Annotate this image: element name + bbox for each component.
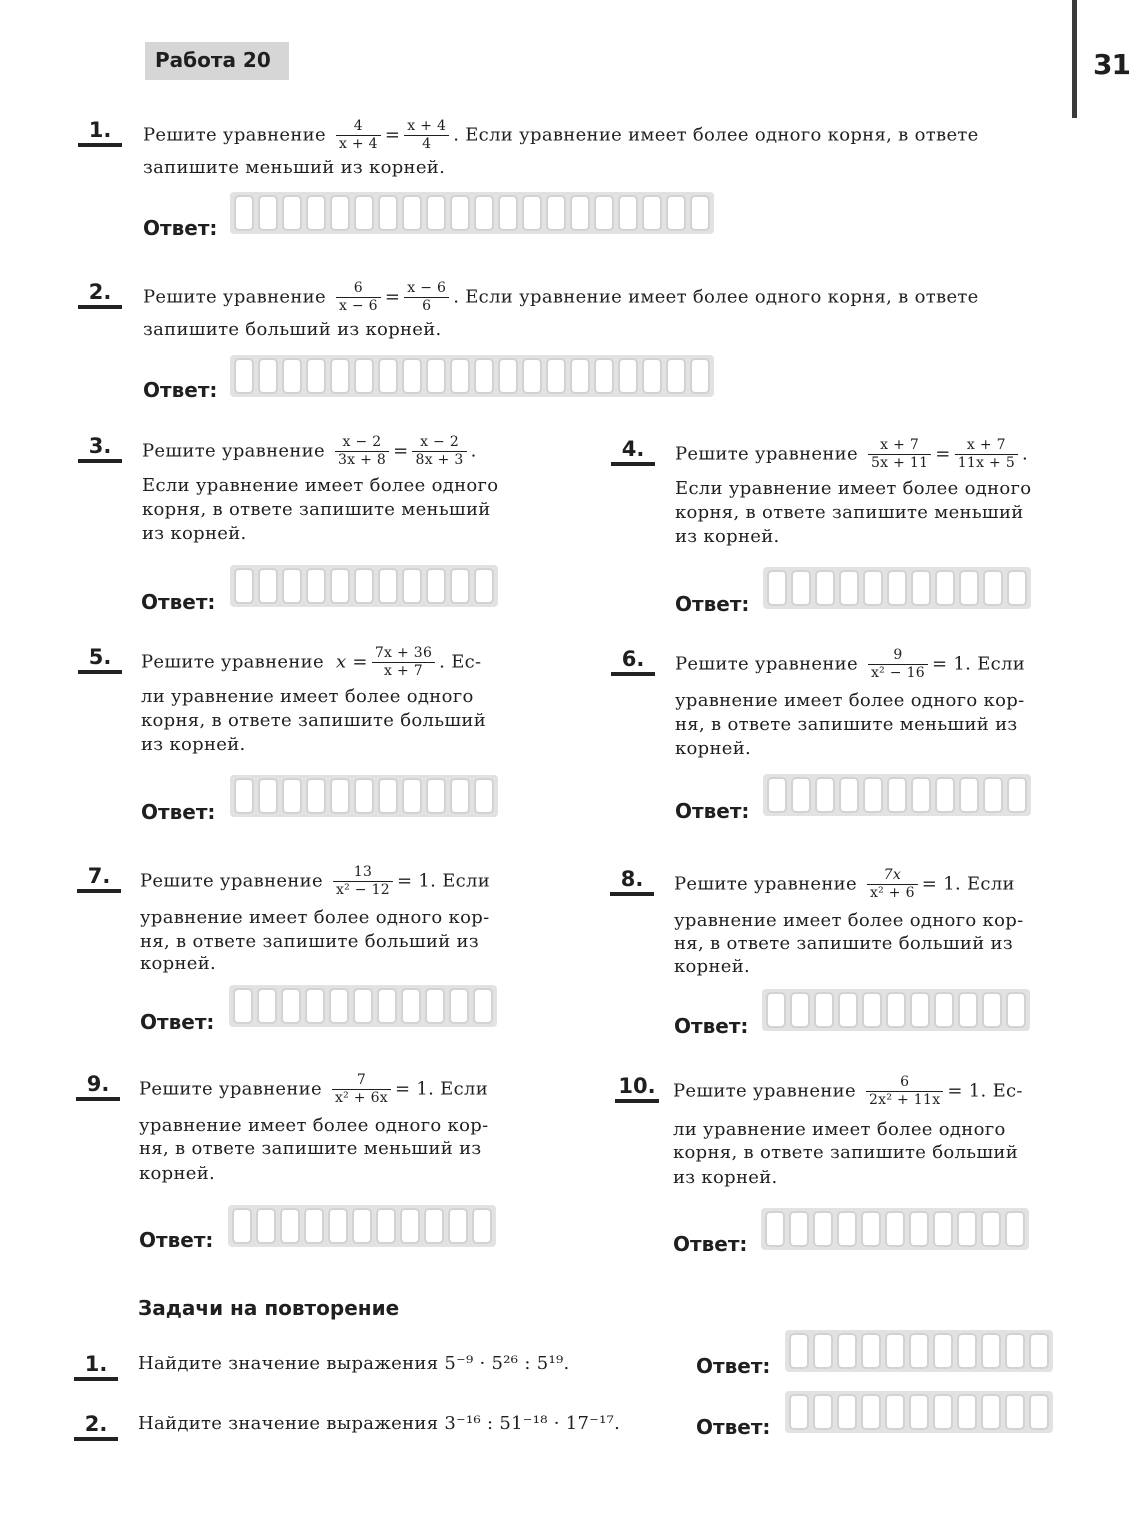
answer-cell[interactable] [448, 1208, 468, 1244]
answer-cell[interactable] [522, 358, 542, 394]
answer-cell[interactable] [328, 1208, 348, 1244]
answer-cell[interactable] [690, 358, 710, 394]
answer-cell[interactable] [861, 1333, 881, 1369]
problem-8-line2: уравнение имеет более одного кор- [674, 910, 1024, 931]
review-2-text: Найдите значение выражения 3⁻¹⁶ : 51⁻¹⁸ · 17⁻¹⁷. [138, 1413, 621, 1434]
answer-cell[interactable] [690, 195, 710, 231]
answer-cell[interactable] [402, 778, 422, 814]
answer-cell[interactable] [280, 1208, 300, 1244]
answer-cell[interactable] [934, 992, 954, 1028]
answer-cell[interactable] [885, 1211, 905, 1247]
answer-cell[interactable] [258, 358, 278, 394]
answer-cell[interactable] [789, 1394, 809, 1430]
problem-5-answer-grid[interactable] [230, 775, 498, 817]
answer-cell[interactable] [1005, 1211, 1025, 1247]
answer-cell[interactable] [767, 570, 787, 606]
answer-cell[interactable] [863, 570, 883, 606]
answer-cell[interactable] [813, 1211, 833, 1247]
problem-3-line3: корня, в ответе запишите меньший [142, 499, 491, 520]
problem-9-number: 9. [76, 1072, 120, 1101]
problem-2-fraction-left: $\frac{6}{x - 6}$ [336, 280, 381, 315]
problem-4-line2: Если уравнение имеет более одного [675, 478, 1032, 499]
answer-cell[interactable] [426, 778, 446, 814]
answer-cell[interactable] [473, 988, 493, 1024]
answer-cell[interactable] [378, 778, 398, 814]
answer-cell[interactable] [256, 1208, 276, 1244]
review-2-answer-grid[interactable] [785, 1391, 1053, 1433]
answer-label: Ответ: [675, 799, 750, 823]
problem-10-answer-grid[interactable] [761, 1208, 1029, 1250]
problem-2-answer-grid[interactable] [230, 355, 714, 397]
answer-cell[interactable] [472, 1208, 492, 1244]
problem-8-line3: ня, в ответе запишите больший из [674, 933, 1013, 954]
answer-cell[interactable] [498, 195, 518, 231]
answer-cell[interactable] [666, 358, 686, 394]
answer-cell[interactable] [885, 1394, 905, 1430]
problem-9-fraction: $\frac{7}{\text{x² + 6x}}$ [332, 1072, 391, 1107]
answer-cell[interactable] [909, 1211, 929, 1247]
problem-9-line4: корней. [139, 1163, 216, 1184]
answer-cell[interactable] [642, 195, 662, 231]
answer-cell[interactable] [402, 358, 422, 394]
answer-cell[interactable] [886, 992, 906, 1028]
answer-cell[interactable] [306, 358, 326, 394]
answer-cell[interactable] [402, 195, 422, 231]
answer-cell[interactable] [982, 992, 1002, 1028]
answer-cell[interactable] [258, 778, 278, 814]
problem-5-fraction: $\frac{7x + 36}{x + 7}$ [372, 645, 435, 680]
problem-1-answer-grid[interactable] [230, 192, 714, 234]
answer-cell[interactable] [1029, 1333, 1049, 1369]
answer-cell[interactable] [958, 992, 978, 1028]
answer-cell[interactable] [402, 568, 422, 604]
answer-cell[interactable] [933, 1394, 953, 1430]
answer-cell[interactable] [959, 777, 979, 813]
problem-7-number: 7. [77, 864, 121, 893]
problem-8-number: 8. [610, 867, 654, 896]
answer-label: Ответ: [675, 592, 750, 616]
problem-8-statement: Решите уравнение $\frac{7x}{\text{x² + 6}}$ = 1. Если [674, 867, 1015, 901]
answer-cell[interactable] [911, 777, 931, 813]
answer-label: Ответ: [141, 590, 216, 614]
answer-cell[interactable] [330, 568, 350, 604]
problem-9-line2: уравнение имеет более одного кор- [139, 1115, 489, 1136]
problem-1-statement: Решите уравнение $\frac{4}{x + 4}$ = $\frac{x + 4}{4}$ . Если уравнение имеет более одного корня, в ответе [143, 118, 979, 152]
problem-2-line2: запишите больший из корней. [143, 319, 442, 340]
work-title-box [145, 42, 289, 80]
answer-cell[interactable] [353, 988, 373, 1024]
answer-cell[interactable] [426, 568, 446, 604]
answer-cell[interactable] [474, 195, 494, 231]
problem-5-statement: Решите уравнение x = $\frac{7x + 36}{x + 7}$ . Ес- [141, 645, 482, 679]
problem-5-line2: ли уравнение имеет более одного [141, 686, 474, 707]
problem-2-statement: Решите уравнение $\frac{6}{x - 6}$ = $\frac{x - 6}{6}$ . Если уравнение имеет более одного корня, в ответе [143, 280, 979, 314]
answer-cell[interactable] [957, 1211, 977, 1247]
problem-8-line4: корней. [674, 956, 751, 977]
answer-cell[interactable] [789, 1211, 809, 1247]
answer-label: Ответ: [696, 1415, 771, 1439]
problem-3-fraction-right: $\frac{x - 2}{8x + 3}$ [412, 434, 466, 469]
answer-cell[interactable] [959, 570, 979, 606]
review-1-text: Найдите значение выражения 5⁻⁹ · 5²⁶ : 5¹⁹. [138, 1353, 570, 1374]
answer-cell[interactable] [330, 778, 350, 814]
answer-cell[interactable] [426, 195, 446, 231]
answer-cell[interactable] [1029, 1394, 1049, 1430]
answer-cell[interactable] [983, 777, 1003, 813]
problem-6-number: 6. [611, 647, 655, 676]
answer-cell[interactable] [814, 992, 834, 1028]
answer-cell[interactable] [666, 195, 686, 231]
answer-cell[interactable] [837, 1333, 857, 1369]
answer-cell[interactable] [861, 1394, 881, 1430]
answer-cell[interactable] [911, 570, 931, 606]
answer-cell[interactable] [789, 1333, 809, 1369]
answer-cell[interactable] [837, 1394, 857, 1430]
answer-cell[interactable] [981, 1394, 1001, 1430]
answer-cell[interactable] [425, 988, 445, 1024]
answer-cell[interactable] [815, 570, 835, 606]
problem-10-statement: Решите уравнение $\frac{6}{\text{2x² + 11x}}$ = 1. Ес- [673, 1074, 1023, 1108]
answer-label: Ответ: [141, 800, 216, 824]
answer-cell[interactable] [887, 570, 907, 606]
answer-cell[interactable] [1007, 570, 1027, 606]
answer-cell[interactable] [813, 1394, 833, 1430]
answer-cell[interactable] [618, 195, 638, 231]
answer-cell[interactable] [330, 195, 350, 231]
problem-6-line2: уравнение имеет более одного кор- [675, 690, 1025, 711]
answer-cell[interactable] [377, 988, 397, 1024]
problem-6-line3: ня, в ответе запишите меньший из [675, 714, 1018, 735]
problem-3-answer-grid[interactable] [230, 565, 498, 607]
problem-4-fraction-left: $\frac{x + 7}{5x + 11}$ [868, 437, 931, 472]
answer-cell[interactable] [546, 195, 566, 231]
problem-7-fraction: $\frac{13}{\text{x² − 12}}$ [333, 864, 393, 899]
answer-cell[interactable] [450, 778, 470, 814]
answer-cell[interactable] [232, 1208, 252, 1244]
answer-cell[interactable] [330, 358, 350, 394]
review-1-answer-grid[interactable] [785, 1330, 1053, 1372]
problem-9-answer-grid[interactable] [228, 1205, 496, 1247]
answer-cell[interactable] [1005, 1333, 1025, 1369]
answer-cell[interactable] [909, 1394, 929, 1430]
answer-cell[interactable] [767, 777, 787, 813]
problem-3-fraction-left: $\frac{x - 2}{3x + 8}$ [335, 434, 389, 469]
answer-cell[interactable] [306, 568, 326, 604]
answer-cell[interactable] [400, 1208, 420, 1244]
problem-2-number: 2. [78, 280, 122, 309]
answer-cell[interactable] [837, 1211, 857, 1247]
answer-cell[interactable] [450, 358, 470, 394]
answer-cell[interactable] [424, 1208, 444, 1244]
answer-cell[interactable] [282, 568, 302, 604]
problem-4-number: 4. [611, 437, 655, 466]
answer-cell[interactable] [329, 988, 349, 1024]
problem-4-line3: корня, в ответе запишите меньший [675, 502, 1024, 523]
answer-cell[interactable] [957, 1394, 977, 1430]
problem-10-line4: из корней. [673, 1167, 778, 1188]
answer-cell[interactable] [306, 778, 326, 814]
answer-label: Ответ: [673, 1232, 748, 1256]
problem-6-fraction: $\frac{9}{\text{x² − 16}}$ [868, 647, 928, 682]
answer-cell[interactable] [234, 195, 254, 231]
answer-cell[interactable] [887, 777, 907, 813]
problem-5-line4: из корней. [141, 734, 246, 755]
problem-7-line2: уравнение имеет более одного кор- [140, 907, 490, 928]
answer-cell[interactable] [354, 568, 374, 604]
answer-cell[interactable] [498, 358, 518, 394]
answer-cell[interactable] [354, 778, 374, 814]
answer-label: Ответ: [139, 1228, 214, 1252]
answer-cell[interactable] [933, 1211, 953, 1247]
answer-cell[interactable] [1006, 992, 1026, 1028]
answer-cell[interactable] [234, 568, 254, 604]
answer-cell[interactable] [258, 568, 278, 604]
answer-cell[interactable] [354, 195, 374, 231]
answer-cell[interactable] [306, 195, 326, 231]
answer-cell[interactable] [813, 1333, 833, 1369]
answer-cell[interactable] [304, 1208, 324, 1244]
answer-cell[interactable] [765, 1211, 785, 1247]
answer-cell[interactable] [258, 195, 278, 231]
answer-cell[interactable] [352, 1208, 372, 1244]
answer-cell[interactable] [282, 195, 302, 231]
problem-9-line3: ня, в ответе запишите меньший из [139, 1138, 482, 1159]
answer-cell[interactable] [838, 992, 858, 1028]
answer-cell[interactable] [618, 358, 638, 394]
review-1-number: 1. [74, 1352, 118, 1381]
answer-cell[interactable] [450, 568, 470, 604]
problem-6-statement: Решите уравнение $\frac{9}{\text{x² − 16}}$ = 1. Если [675, 647, 1026, 681]
answer-cell[interactable] [981, 1211, 1001, 1247]
answer-cell[interactable] [594, 358, 614, 394]
problem-4-fraction-right: $\frac{x + 7}{11x + 5}$ [955, 437, 1018, 472]
answer-cell[interactable] [909, 1333, 929, 1369]
answer-cell[interactable] [305, 988, 325, 1024]
work-title: Работа 20 [155, 48, 271, 72]
problem-8-answer-grid[interactable] [762, 989, 1030, 1031]
answer-cell[interactable] [449, 988, 469, 1024]
review-2-number: 2. [74, 1412, 118, 1441]
problem-3-line2: Если уравнение имеет более одного [142, 475, 499, 496]
problem-4-statement: Решите уравнение $\frac{x + 7}{5x + 11}$ = $\frac{x + 7}{11x + 5}$ . [675, 437, 1029, 471]
problem-7-line4: корней. [140, 953, 217, 974]
problem-3-statement: Решите уравнение $\frac{x - 2}{3x + 8}$ = $\frac{x - 2}{8x + 3}$ . [142, 434, 477, 468]
problem-3-number: 3. [78, 434, 122, 463]
answer-cell[interactable] [376, 1208, 396, 1244]
answer-cell[interactable] [935, 570, 955, 606]
answer-label: Ответ: [674, 1014, 749, 1038]
answer-cell[interactable] [642, 358, 662, 394]
problem-10-line3: корня, в ответе запишите больший [673, 1142, 1019, 1163]
answer-cell[interactable] [426, 358, 446, 394]
answer-cell[interactable] [1007, 777, 1027, 813]
problem-2-fraction-right: $\frac{x - 6}{6}$ [404, 280, 449, 315]
problem-7-line3: ня, в ответе запишите больший из [140, 931, 479, 952]
answer-label: Ответ: [140, 1010, 215, 1034]
problem-7-statement: Решите уравнение $\frac{13}{\text{x² − 12}}$ = 1. Если [140, 864, 491, 898]
answer-cell[interactable] [282, 778, 302, 814]
answer-cell[interactable] [450, 195, 470, 231]
answer-cell[interactable] [233, 988, 253, 1024]
problem-10-line2: ли уравнение имеет более одного [673, 1119, 1006, 1140]
answer-cell[interactable] [378, 568, 398, 604]
answer-cell[interactable] [378, 358, 398, 394]
problem-5-line3: корня, в ответе запишите больший [141, 710, 487, 731]
answer-cell[interactable] [791, 570, 811, 606]
problem-9-statement: Решите уравнение $\frac{7}{\text{x² + 6x}}$ = 1. Если [139, 1072, 489, 1106]
problem-1-number: 1. [78, 118, 122, 147]
answer-cell[interactable] [791, 777, 811, 813]
page-edge-bar [1072, 0, 1077, 118]
review-section-title: Задачи на повторение [138, 1296, 400, 1320]
problem-1-fraction-right: $\frac{x + 4}{4}$ [404, 118, 449, 153]
answer-cell[interactable] [474, 568, 494, 604]
problem-4-answer-grid[interactable] [763, 567, 1031, 609]
answer-cell[interactable] [546, 358, 566, 394]
answer-cell[interactable] [522, 195, 542, 231]
answer-label: Ответ: [143, 378, 218, 402]
answer-cell[interactable] [474, 358, 494, 394]
answer-cell[interactable] [861, 1211, 881, 1247]
answer-cell[interactable] [957, 1333, 977, 1369]
answer-cell[interactable] [570, 358, 590, 394]
answer-cell[interactable] [766, 992, 786, 1028]
answer-cell[interactable] [863, 777, 883, 813]
answer-label: Ответ: [143, 216, 218, 240]
problem-7-answer-grid[interactable] [229, 985, 497, 1027]
problem-10-fraction: $\frac{6}{\text{2x² + 11x}}$ [866, 1074, 943, 1109]
answer-cell[interactable] [282, 358, 302, 394]
answer-cell[interactable] [790, 992, 810, 1028]
answer-cell[interactable] [933, 1333, 953, 1369]
answer-cell[interactable] [862, 992, 882, 1028]
answer-cell[interactable] [570, 195, 590, 231]
answer-cell[interactable] [594, 195, 614, 231]
answer-cell[interactable] [401, 988, 421, 1024]
problem-6-answer-grid[interactable] [763, 774, 1031, 816]
problem-10-number: 10. [615, 1074, 659, 1103]
problem-6-line4: корней. [675, 738, 752, 759]
answer-label: Ответ: [696, 1354, 771, 1378]
problem-3-line4: из корней. [142, 523, 247, 544]
problem-1-fraction-left: $\frac{4}{x + 4}$ [336, 118, 381, 153]
answer-cell[interactable] [1005, 1394, 1025, 1430]
answer-cell[interactable] [839, 570, 859, 606]
answer-cell[interactable] [815, 777, 835, 813]
page-number: 31 [1093, 48, 1130, 81]
answer-cell[interactable] [378, 195, 398, 231]
problem-8-fraction: $\frac{7x}{\text{x² + 6}}$ [867, 867, 918, 902]
answer-cell[interactable] [983, 570, 1003, 606]
answer-cell[interactable] [474, 778, 494, 814]
problem-5-number: 5. [78, 645, 122, 674]
answer-cell[interactable] [257, 988, 277, 1024]
answer-cell[interactable] [354, 358, 374, 394]
answer-cell[interactable] [910, 992, 930, 1028]
answer-cell[interactable] [234, 358, 254, 394]
problem-4-line4: из корней. [675, 526, 780, 547]
answer-cell[interactable] [981, 1333, 1001, 1369]
answer-cell[interactable] [935, 777, 955, 813]
answer-cell[interactable] [839, 777, 859, 813]
problem-1-line2: запишите меньший из корней. [143, 157, 446, 178]
answer-cell[interactable] [281, 988, 301, 1024]
answer-cell[interactable] [885, 1333, 905, 1369]
answer-cell[interactable] [234, 778, 254, 814]
